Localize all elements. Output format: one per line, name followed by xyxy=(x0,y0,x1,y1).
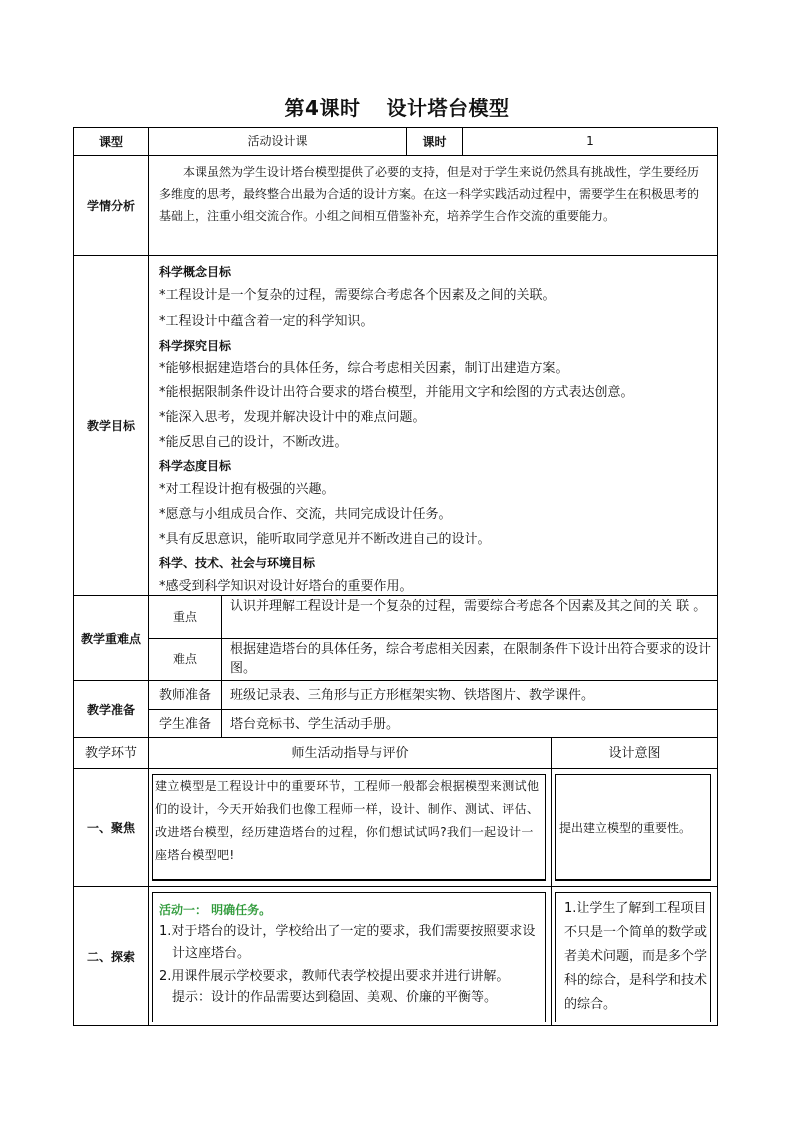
activity-explore-title: 活动一： 明确任务。 xyxy=(159,903,272,917)
attitude-goal-item: *具有反思意识，能听取同学意见并不断改进自己的设计。 xyxy=(159,532,491,547)
process-col-stage: 教学环节 xyxy=(84,745,137,761)
concept-goal-item: *工程设计是一个复杂的过程，需要综合考虑各个因素及之间的关联。 xyxy=(159,288,556,303)
hours-value: 1 xyxy=(462,128,717,155)
sts-goal-title: 科学、技术、社会与环境目标 xyxy=(159,556,316,570)
process-col-intent: 设计意图 xyxy=(551,738,717,768)
stage-focus: 一、聚焦 xyxy=(74,768,148,886)
inquiry-goal-title: 科学探究目标 xyxy=(159,339,232,353)
intent-focus-text: 提出建立模型的重要性。 xyxy=(559,821,692,835)
process-table xyxy=(73,737,718,1026)
attitude-goal-item: *对工程设计抱有极强的兴趣。 xyxy=(159,482,335,497)
hours-label: 课时 xyxy=(406,128,462,155)
inquiry-goal-item: *能深入思考，发现并解决设计中的难点问题。 xyxy=(159,410,426,425)
stage-explore: 二、探索 xyxy=(74,886,148,1025)
student-prep-label: 学生准备 xyxy=(148,709,221,738)
sts-goal-item: *感受到科学知识对设计好塔台的重要作用。 xyxy=(159,579,413,594)
analysis-label: 学情分析 xyxy=(74,155,148,255)
activity-focus-frame xyxy=(152,774,546,881)
attitude-goal-title: 科学态度目标 xyxy=(159,459,232,473)
activity-explore-item: 1.对于塔台的设计，学校给出了一定的要求，我们需要按照要求设计这座塔台。 xyxy=(159,924,536,961)
type-label: 课型 xyxy=(98,135,123,149)
student-prep-text: 塔台竞标书、学生活动手册。 xyxy=(221,709,717,738)
teacher-prep-label: 教师准备 xyxy=(148,680,221,709)
teacher-prep-text: 班级记录表、三角形与正方形框架实物、铁塔图片、教学课件。 xyxy=(221,680,717,709)
key-point-label: 重点 xyxy=(148,595,221,638)
inquiry-goal-item: *能够根据建造塔台的具体任务，综合考虑相关因素，制订出建造方案。 xyxy=(159,361,569,376)
inquiry-goal-item: *能反思自己的设计，不断改进。 xyxy=(159,435,348,450)
difficulty-label: 难点 xyxy=(148,638,221,680)
goals-label: 教学目标 xyxy=(74,255,148,595)
concept-goal-item: *工程设计中蕴含着一定的科学知识。 xyxy=(159,314,374,329)
concept-goal-title: 科学概念目标 xyxy=(159,265,232,279)
key-point-text: 认识并理解工程设计是一个复杂的过程，需要综合考虑各个因素及其之间的关 联 。 xyxy=(221,595,717,638)
goals-content xyxy=(148,255,717,595)
process-col-activity: 师生活动指导与评价 xyxy=(148,738,551,768)
intent-explore-frame xyxy=(555,892,711,1022)
type-value: 活动设计课 xyxy=(148,128,406,155)
activity-explore-item: 2.用课件展示学校要求，教师代表学校提出要求并进行讲解。 xyxy=(159,969,510,984)
activity-explore-frame xyxy=(152,892,546,1022)
activity-focus-text: 建立模型是工程设计中的重要环节，工程师一般都会根据模型来测试他们的设计，今天开始我们也像工程师一样，设计、制作、测试、评估、改进塔台模型，经历建造塔台的过程，你们想试试吗?我们一起设计一座塔台模型吧! xyxy=(155,779,540,862)
intent-explore-text: 1.让学生了解到工程项目不只是一个简单的数学或者美术问题，而是多个学科的综合，是科学和技术的综合。 xyxy=(564,901,708,1012)
keypoints-label: 教学重难点 xyxy=(74,595,148,680)
page-title xyxy=(0,92,794,121)
lesson-number: 第4课时 xyxy=(284,96,361,120)
analysis-text: 本课虽然为学生设计塔台模型提供了必要的支持，但是对于学生来说仍然具有挑战性，学生要经历多维度的思考，最终整合出最为合适的设计方案。在这一科学实践活动过程中，需要学生在积极思考的基础上，注重小组交流合作。小组之间相互借鉴补充，培养学生合作交流的重要能力。 xyxy=(148,155,717,255)
activity-explore-tip: 提示：设计的作品需要达到稳固、美观、价廉的平衡等。 xyxy=(172,990,498,1005)
difficulty-text: 根据建造塔台的具体任务，综合考虑相关因素，在限制条件下设计出符合要求的设计图。 xyxy=(221,638,717,680)
prep-label: 教学准备 xyxy=(74,680,148,738)
attitude-goal-item: *愿意与小组成员合作、交流，共同完成设计任务。 xyxy=(159,507,452,522)
lesson-plan-table xyxy=(73,127,718,738)
intent-focus-frame xyxy=(555,774,711,881)
lesson-name: 设计塔台模型 xyxy=(386,96,510,120)
inquiry-goal-item: *能根据限制条件设计出符合要求的塔台模型，并能用文字和绘图的方式表达创意。 xyxy=(159,385,634,400)
